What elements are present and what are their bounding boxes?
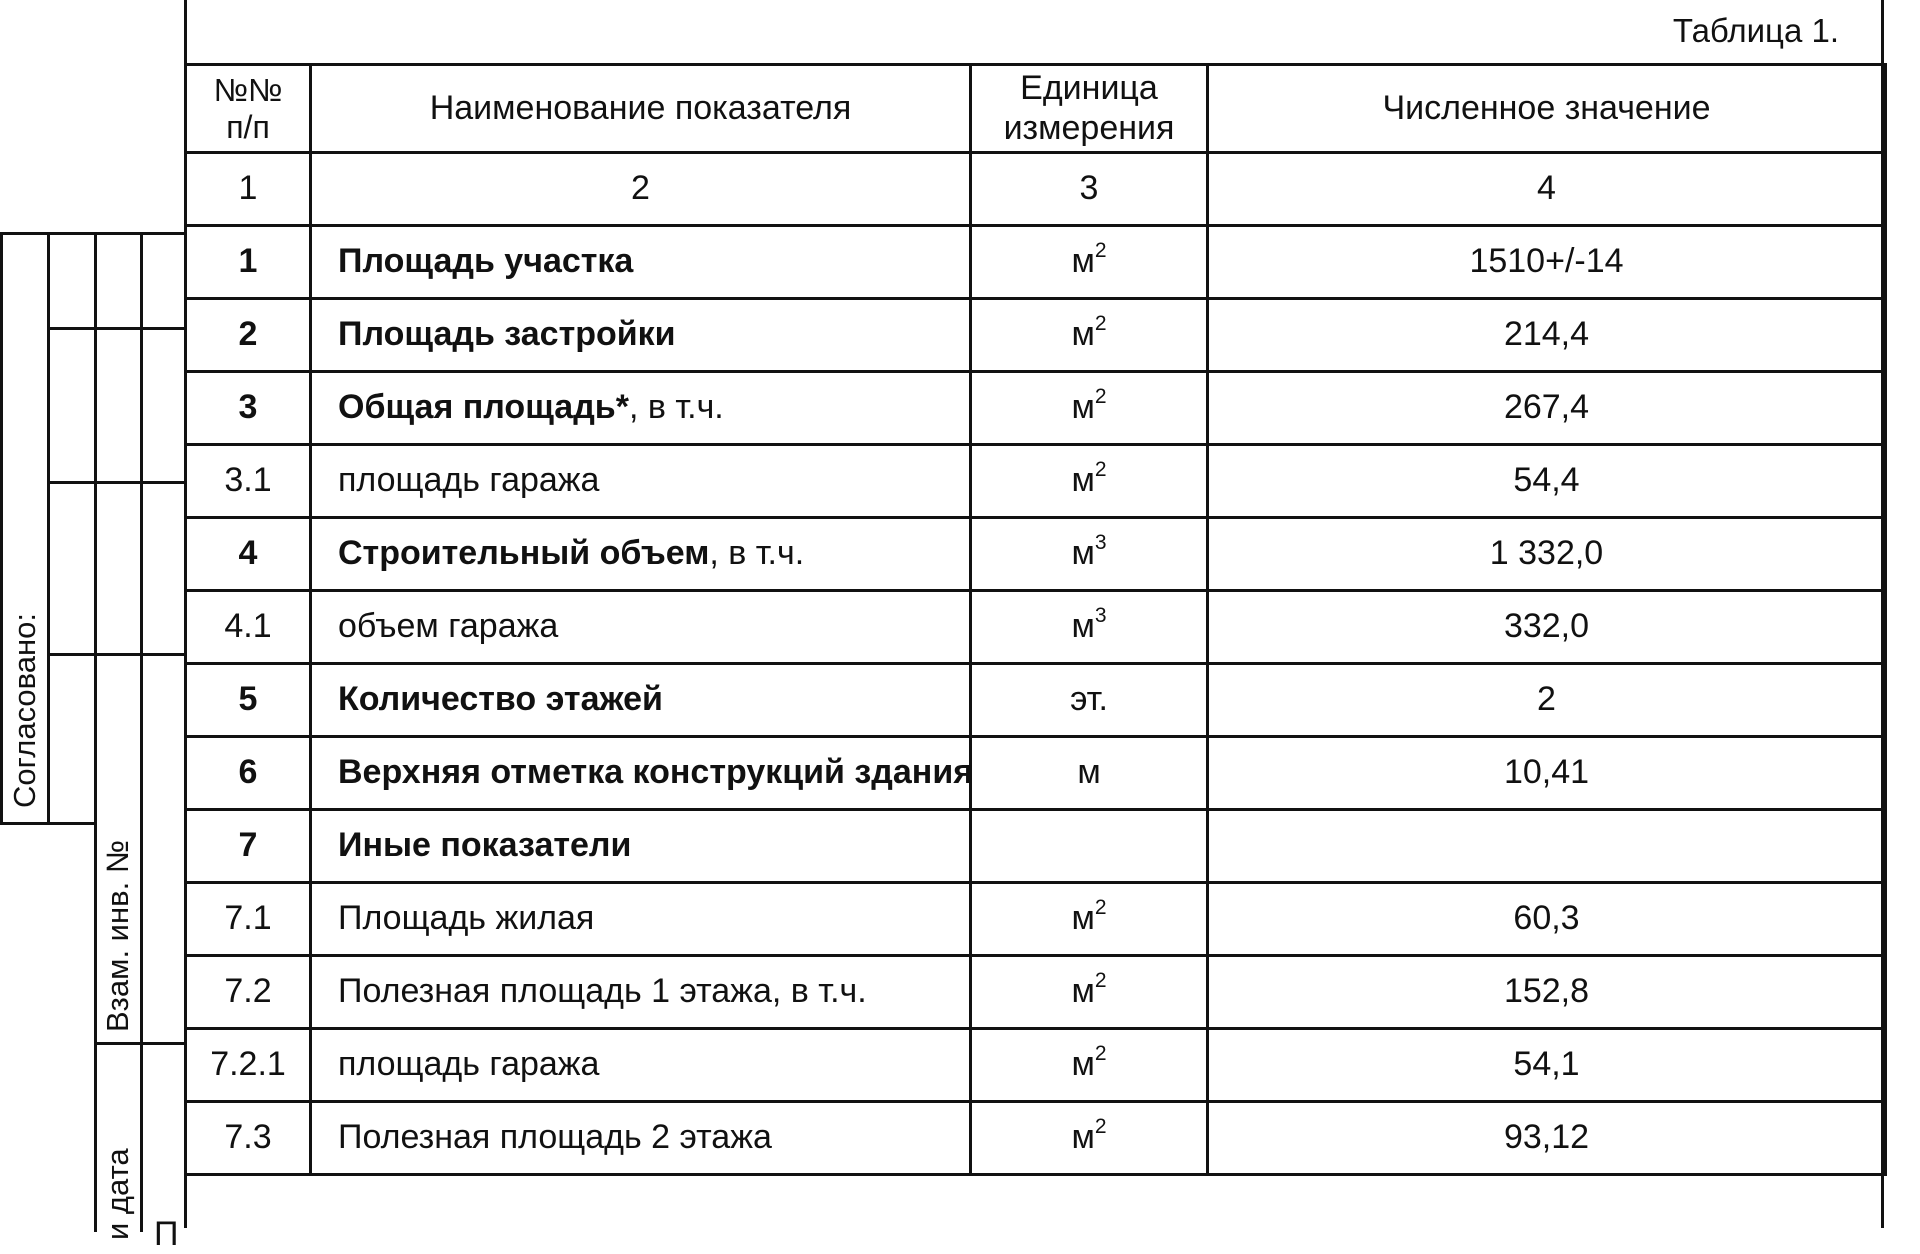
row-unit [971, 810, 1208, 883]
row-name [311, 883, 971, 956]
row-unit [971, 1029, 1208, 1102]
row-unit [971, 956, 1208, 1029]
column-number: 4 [1208, 153, 1886, 226]
agreed-label: Согласовано: [7, 612, 42, 808]
table-row [186, 737, 1886, 810]
row-number: 5 [186, 664, 311, 737]
unit-text: м [1077, 753, 1101, 792]
row-unit [971, 1102, 1208, 1175]
unit-exponent: 3 [1094, 531, 1107, 555]
unit-text: м [1071, 972, 1095, 1011]
replace-inv-label: Взам. инв. № [100, 839, 135, 1032]
row-number: 1 [186, 226, 311, 299]
row-name-text: Общая площадь* [338, 388, 629, 427]
unit-text: м [1071, 242, 1095, 281]
unit-text: м [1071, 1045, 1095, 1084]
row-value: 267,4 [1208, 372, 1886, 445]
unit-text: м [1071, 461, 1095, 500]
unit-text: м [1071, 607, 1095, 646]
row-name-text: Площадь жилая [338, 899, 595, 938]
unit-exponent: 2 [1094, 458, 1107, 482]
row-number: 2 [186, 299, 311, 372]
indicators-table [184, 63, 1887, 1176]
unit-text: м [1071, 1118, 1095, 1157]
row-name [311, 372, 971, 445]
row-name-text: Строительный объем [338, 534, 710, 573]
sheet-frame [184, 0, 1884, 1228]
table-row [186, 591, 1886, 664]
header-name: Наименование показателя [311, 65, 971, 153]
row-unit [971, 372, 1208, 445]
row-number: 7.3 [186, 1102, 311, 1175]
table-row [186, 299, 1886, 372]
header-value: Численное значение [1208, 65, 1886, 153]
row-name [311, 737, 974, 810]
column-number: 3 [971, 153, 1208, 226]
row-number: 3 [186, 372, 311, 445]
unit-text: м [1071, 534, 1095, 573]
row-value: 332,0 [1208, 591, 1886, 664]
row-number: 7.2.1 [186, 1029, 311, 1102]
row-number: 7.1 [186, 883, 311, 956]
row-unit [971, 591, 1208, 664]
row-unit [971, 226, 1208, 299]
table-row [186, 226, 1886, 299]
row-value: 214,4 [1208, 299, 1886, 372]
unit-text: эт. [1070, 680, 1108, 719]
row-number: 6 [186, 737, 311, 810]
table-row [186, 518, 1886, 591]
row-value: 54,4 [1208, 445, 1886, 518]
table-row [186, 810, 1886, 883]
row-number: 7 [186, 810, 311, 883]
column-numbers-row [186, 153, 1886, 226]
table-row [186, 1029, 1886, 1102]
unit-exponent: 2 [1094, 385, 1107, 409]
row-value: 54,1 [1208, 1029, 1886, 1102]
unit-exponent: 2 [1094, 312, 1107, 336]
table-row [186, 664, 1886, 737]
row-value: 60,3 [1208, 883, 1886, 956]
row-unit [971, 664, 1208, 737]
table-title: Таблица 1. [1672, 12, 1839, 49]
row-name-text: Полезная площадь 1 этажа, в т.ч. [338, 972, 867, 1011]
row-value: 93,12 [1208, 1102, 1886, 1175]
date-label: и дата [100, 1148, 135, 1240]
row-value: 152,8 [1208, 956, 1886, 1029]
row-name-text: площадь гаража [338, 1045, 600, 1084]
row-name-text: Количество этажей [338, 680, 663, 719]
unit-exponent: 2 [1094, 969, 1107, 993]
table-row [186, 956, 1886, 1029]
row-name [311, 518, 971, 591]
header-unit: Единица измерения [971, 65, 1208, 153]
row-number: 7.2 [186, 956, 311, 1029]
row-value: 10,41 [1208, 737, 1886, 810]
row-value: 1510+/-14 [1208, 226, 1886, 299]
column-number: 1 [186, 153, 311, 226]
row-unit [971, 518, 1208, 591]
row-name [311, 810, 971, 883]
unit-exponent: 2 [1094, 896, 1107, 920]
row-name [311, 226, 971, 299]
row-name-text: Площадь застройки [338, 315, 676, 354]
row-name-text: Иные показатели [338, 826, 632, 865]
row-value: 2 [1208, 664, 1886, 737]
row-name [311, 956, 971, 1029]
row-name [311, 299, 971, 372]
row-name-text: объем гаража [338, 607, 559, 646]
row-name-suffix: , в т.ч. [709, 534, 805, 573]
table-row [186, 1102, 1886, 1175]
row-name [311, 445, 971, 518]
row-unit [971, 445, 1208, 518]
unit-exponent: 2 [1094, 239, 1107, 263]
row-name [311, 664, 971, 737]
row-number: 4 [186, 518, 311, 591]
unit-exponent: 2 [1094, 1042, 1107, 1066]
row-unit [971, 299, 1208, 372]
header-num: №№ п/п [186, 65, 311, 153]
row-value [1208, 810, 1886, 883]
table-row [186, 372, 1886, 445]
unit-exponent: 3 [1094, 604, 1107, 628]
row-name [311, 1102, 971, 1175]
row-value: 1 332,0 [1208, 518, 1886, 591]
table-header-row [186, 65, 1886, 153]
row-name-text: площадь гаража [338, 461, 600, 500]
footer-partial-text: П [154, 1215, 179, 1253]
table-row [186, 445, 1886, 518]
row-unit [971, 883, 1208, 956]
unit-text: м [1071, 388, 1095, 427]
table-row [186, 883, 1886, 956]
row-number: 4.1 [186, 591, 311, 664]
row-name [311, 591, 971, 664]
row-name [311, 1029, 971, 1102]
row-number: 3.1 [186, 445, 311, 518]
row-unit [971, 737, 1208, 810]
row-name-text: Площадь участка [338, 242, 634, 281]
unit-text: м [1071, 315, 1095, 354]
row-name-text: Верхняя отметка конструкций здания [338, 753, 974, 792]
row-name-suffix: , в т.ч. [628, 388, 724, 427]
row-name-text: Полезная площадь 2 этажа [338, 1118, 772, 1157]
unit-text: м [1071, 899, 1095, 938]
unit-exponent: 2 [1094, 1115, 1107, 1139]
column-number: 2 [311, 153, 971, 226]
